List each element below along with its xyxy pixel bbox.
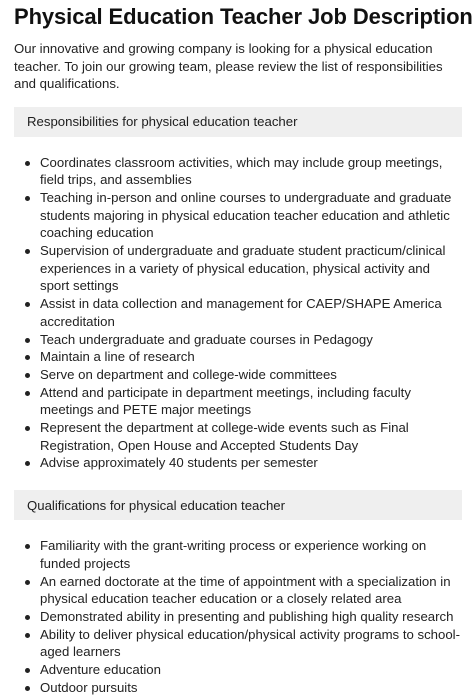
bullet-icon	[25, 580, 30, 585]
bullet-icon	[25, 391, 30, 396]
list-item-text: Represent the department at college-wide events such as Final Registration, Open House and Accepted Students Day	[40, 420, 409, 453]
bullet-icon	[25, 161, 30, 166]
page-title: Physical Education Teacher Job Description	[14, 4, 473, 29]
list-item-text: Attend and participate in department meetings, including faculty meetings and PETE major meetings	[40, 384, 411, 418]
list-item-text: Outdoor pursuits	[40, 679, 138, 695]
list-item-text: Adventure education	[40, 662, 161, 678]
list-item	[14, 366, 462, 384]
list-item	[14, 331, 462, 349]
list-item-text: An earned doctorate at the time of appointment with a specialization in physical education teacher education or a closely related area	[40, 573, 451, 607]
bullet-icon	[25, 615, 30, 620]
list-item	[14, 679, 462, 696]
list-item-text: Serve on department and college-wide committees	[40, 366, 337, 382]
list-item	[14, 608, 462, 626]
bullet-icon	[25, 373, 30, 378]
qualifications-list	[14, 537, 462, 696]
list-item	[14, 189, 462, 242]
bullet-icon	[25, 668, 30, 673]
bullet-icon	[25, 249, 30, 254]
intro-paragraph: Our innovative and growing company is looking for a physical education teacher. To join our growing team, please review the list of responsibilities and qualifications.	[14, 41, 443, 91]
list-item	[14, 154, 462, 189]
list-item-text: Advise approximately 40 students per semester	[40, 455, 318, 471]
list-item-text: Teaching in-person and online courses to undergraduate and graduate students majoring in physical education teacher education and athletic coaching education	[40, 189, 452, 241]
list-item-text: Demonstrated ability in presenting and publishing high quality research	[40, 608, 454, 624]
list-item	[14, 661, 462, 679]
list-item	[14, 537, 462, 572]
bullet-icon	[25, 302, 30, 307]
qualifications-section	[14, 490, 462, 696]
list-item	[14, 419, 462, 454]
list-item-text: Supervision of undergraduate and graduate student practicum/clinical experiences in a variety of physical education, physical activity and sport settings	[40, 243, 446, 294]
bullet-icon	[25, 196, 30, 201]
list-item-text: Coordinates classroom activities, which may include group meetings, field trips, and assemblies	[40, 154, 443, 188]
bullet-icon	[25, 461, 30, 466]
list-item-text: Maintain a line of research	[40, 349, 195, 365]
list-item-text: Familiarity with the grant-writing process or experience working on funded projects	[40, 538, 427, 571]
responsibilities-heading: Responsibilities for physical education teacher	[14, 107, 462, 137]
list-item-text: Assist in data collection and management for CAEP/SHAPE America accreditation	[40, 296, 442, 329]
bullet-icon	[25, 633, 30, 638]
list-item	[14, 348, 462, 366]
bullet-icon	[25, 544, 30, 549]
bullet-icon	[25, 338, 30, 343]
bullet-icon	[25, 426, 30, 431]
responsibilities-section	[14, 107, 462, 473]
list-item	[14, 295, 462, 330]
list-item	[14, 384, 462, 419]
list-item	[14, 454, 462, 472]
bullet-icon	[25, 355, 30, 360]
list-item	[14, 242, 462, 295]
list-item	[14, 573, 462, 608]
list-item-text: Teach undergraduate and graduate courses in Pedagogy	[40, 331, 373, 347]
list-item	[14, 626, 462, 661]
responsibilities-list	[14, 154, 462, 473]
list-item-text: Ability to deliver physical education/physical activity programs to school-aged learners	[40, 626, 460, 660]
bullet-icon	[25, 686, 30, 691]
qualifications-heading: Qualifications for physical education teacher	[14, 490, 462, 520]
